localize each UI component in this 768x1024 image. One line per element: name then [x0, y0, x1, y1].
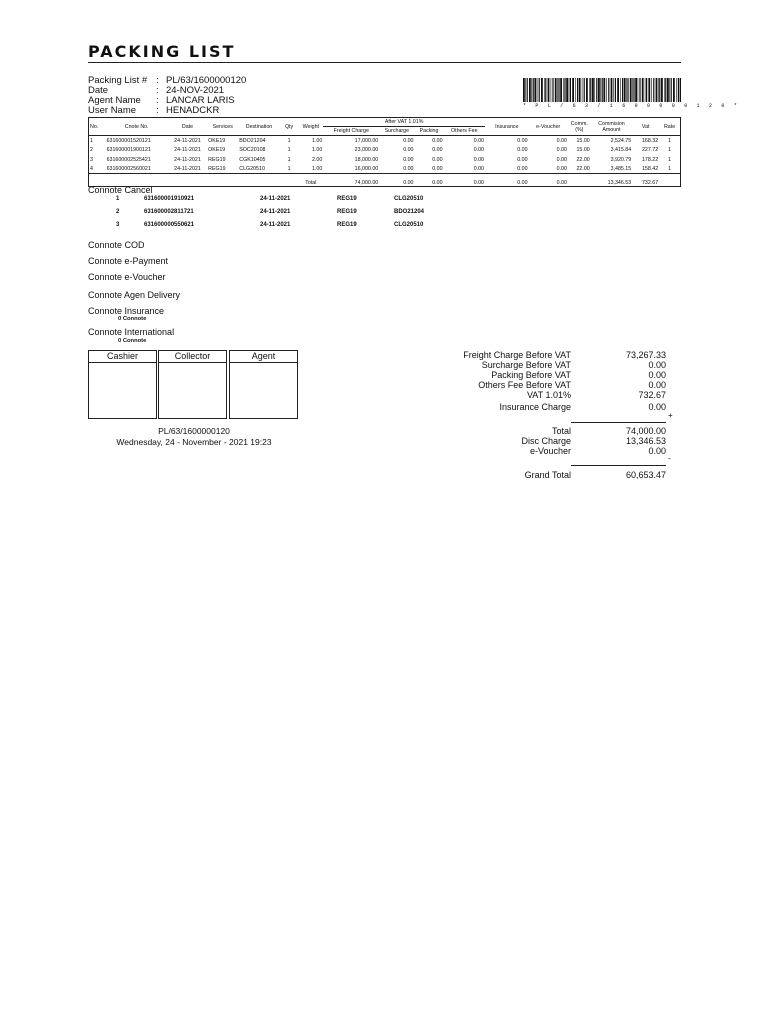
total-surcharge: 0.00	[403, 180, 414, 186]
row-surcharge: 0.00	[403, 156, 414, 163]
header-user-name	[88, 105, 219, 116]
barcode-bar	[645, 78, 646, 102]
barcode-bar	[560, 78, 562, 102]
barcode-image	[523, 78, 681, 102]
barcode-bar	[590, 78, 591, 102]
signature-label: Collector	[159, 351, 226, 363]
row-cnote: 631600002525421	[106, 156, 151, 163]
row-others: 0.00	[473, 166, 484, 173]
summary-packing	[0, 370, 768, 380]
summary-label: Freight Charge Before VAT	[463, 350, 571, 360]
barcode-bar	[661, 78, 663, 102]
row-commission-amount: 3,415.84	[610, 147, 632, 154]
row-surcharge: 0.00	[403, 166, 414, 173]
total-packing: 0.00	[432, 180, 443, 186]
row-insurance: 0.00	[517, 147, 528, 154]
barcode-bar	[545, 78, 546, 102]
header-value: LANCAR LARIS	[166, 95, 235, 106]
connote-international-label: Connote International	[88, 327, 175, 337]
summary-others	[0, 380, 768, 390]
table-row	[89, 155, 680, 165]
barcode-bar	[626, 78, 627, 102]
minus-sign: -	[668, 454, 671, 463]
row-no: 2	[90, 147, 93, 154]
barcode-bar	[592, 78, 594, 102]
header-sep: :	[156, 105, 159, 116]
signature-label: Cashier	[89, 351, 156, 363]
row-freight: 17,000.00	[354, 137, 379, 144]
row-services: OKE19	[208, 137, 226, 144]
row-rate: 1	[668, 156, 672, 163]
barcode-bar	[577, 78, 578, 102]
barcode-bar	[664, 78, 665, 102]
table-row	[89, 146, 680, 156]
row-comm: 15.00	[576, 147, 590, 154]
row-date: 24-11-2021	[174, 147, 201, 154]
barcode-bar	[617, 78, 619, 102]
cancel-no: 1	[116, 196, 120, 202]
barcode-bar	[596, 78, 597, 102]
connote-cancel-label: Connote Cancel	[88, 185, 153, 195]
barcode-bar	[582, 78, 583, 102]
row-services: REG19	[208, 166, 226, 173]
row-freight: 16,000.00	[354, 166, 379, 173]
title-divider	[88, 62, 681, 63]
summary-total	[0, 426, 768, 436]
row-weight: 1.00	[311, 166, 323, 173]
barcode-bar	[611, 78, 613, 102]
barcode-bar	[584, 78, 585, 102]
barcode-bar	[594, 78, 595, 102]
cancel-cnote: 631600002811721	[144, 209, 194, 215]
barcode-bar	[608, 78, 609, 102]
row-date: 24-11-2021	[174, 137, 201, 144]
barcode-bar	[586, 78, 588, 102]
summary-value: 0.00	[648, 446, 666, 456]
barcode-bar	[570, 78, 571, 102]
summary-value: 0.00	[648, 402, 666, 412]
summary-label: Disc Charge	[521, 436, 571, 446]
cancel-cnote: 631600001910921	[144, 196, 195, 202]
barcode-bar	[673, 78, 675, 102]
barcode-bar	[563, 78, 564, 102]
row-no: 1	[90, 137, 93, 144]
row-vat: 158.42	[641, 166, 659, 173]
barcode-bar	[624, 78, 626, 102]
row-date: 24-11-2021	[174, 166, 201, 173]
barcode-bar	[534, 78, 536, 102]
barcode-bar	[602, 78, 603, 102]
row-weight: 1.00	[311, 137, 323, 144]
row-no: 3	[90, 156, 93, 163]
col-others: Others Fee	[451, 128, 478, 134]
barcode-bar	[527, 78, 528, 102]
summary-value: 60,653.47	[625, 470, 666, 480]
summary-label: Packing Before VAT	[491, 370, 571, 380]
summary-label: Others Fee Before VAT	[478, 380, 571, 390]
summary-value: 74,000.00	[625, 426, 666, 436]
barcode-bar	[531, 78, 532, 102]
summary-value: 0.00	[648, 370, 666, 380]
connote-insurance-count: 0 Connote	[118, 316, 147, 322]
row-others: 0.00	[473, 156, 484, 163]
cancel-service: REG19	[337, 222, 357, 228]
row-vat: 178.22	[641, 156, 659, 163]
summary-surcharge	[0, 360, 768, 370]
col-weight: Weight	[302, 123, 320, 130]
row-surcharge: 0.00	[403, 147, 414, 154]
row-qty: 1	[287, 166, 291, 173]
barcode-bar	[572, 78, 574, 102]
cancel-service: REG19	[337, 196, 357, 202]
connote-cod-label: Connote COD	[88, 240, 145, 250]
cancel-cnote: 631600000550621	[144, 222, 195, 228]
summary-label: Surcharge Before VAT	[481, 360, 571, 370]
row-vat: 227.72	[641, 147, 659, 154]
barcode-bar	[558, 78, 559, 102]
connote-international-count: 0 Connote	[118, 338, 147, 344]
summary-value: 0.00	[648, 360, 666, 370]
total-evoucher: 0.00	[556, 180, 567, 186]
col-rate: Rate	[663, 123, 676, 130]
barcode-bar	[537, 78, 538, 102]
cancel-dest: CLG20510	[394, 222, 424, 228]
shipment-table	[88, 117, 681, 187]
barcode-bar	[667, 78, 669, 102]
summary-label: Insurance Charge	[499, 402, 571, 412]
col-no: No.	[90, 123, 99, 130]
row-insurance: 0.00	[517, 166, 528, 173]
col-cnote: Cnote No.	[124, 123, 149, 130]
cancel-date: 24-11-2021	[260, 209, 291, 215]
header-label: Date	[88, 85, 109, 96]
header-value: PL/63/1600000120	[166, 75, 247, 86]
header-label: User Name	[88, 105, 137, 116]
row-others: 0.00	[473, 137, 484, 144]
total-others: 0.00	[473, 180, 484, 186]
row-cnote: 631600001900121	[106, 147, 151, 154]
barcode-bar	[541, 78, 543, 102]
barcode-bar	[606, 78, 607, 102]
summary-label: VAT 1.01%	[526, 390, 571, 400]
barcode-bar	[598, 78, 600, 102]
summary-divider	[571, 465, 666, 466]
total-label: Total	[305, 180, 317, 186]
summary-divider	[571, 422, 666, 423]
barcode-bar	[525, 78, 526, 102]
cancel-date: 24-11-2021	[260, 196, 291, 202]
summary-value: 13,346.53	[625, 436, 666, 446]
header-label: Packing List #	[88, 75, 148, 86]
row-services: OKE19	[208, 147, 226, 154]
barcode-bar	[627, 78, 628, 102]
barcode-bar	[557, 78, 558, 102]
header-value: HENADCKR	[166, 105, 220, 116]
barcode-bar	[633, 78, 634, 102]
row-insurance: 0.00	[517, 137, 528, 144]
barcode-bar	[548, 78, 550, 102]
barcode-bar	[569, 78, 570, 102]
row-comm: 22.00	[576, 166, 590, 173]
row-evoucher: 0.00	[556, 166, 567, 173]
total-commission-amount: 13,346.53	[607, 180, 632, 186]
barcode-bar	[564, 78, 565, 102]
barcode-bar	[659, 78, 660, 102]
row-insurance: 0.00	[517, 156, 528, 163]
header-sep: :	[156, 95, 159, 106]
barcode-bar	[638, 78, 639, 102]
barcode-bar	[651, 78, 652, 102]
barcode-bar	[539, 78, 540, 102]
row-packing: 0.00	[432, 166, 443, 173]
connote-insurance-label: Connote Insurance	[88, 306, 165, 316]
connote-evoucher-label: Connote e-Voucher	[88, 272, 166, 282]
summary-label: Total	[551, 426, 571, 436]
header-sep: :	[156, 85, 159, 96]
col-services: Services	[212, 123, 233, 130]
barcode-bar	[653, 78, 654, 102]
row-services: REG19	[208, 156, 226, 163]
barcode-bar	[613, 78, 614, 102]
row-rate: 1	[668, 137, 672, 144]
barcode-bar	[603, 78, 605, 102]
row-packing: 0.00	[432, 147, 443, 154]
summary-grand-total	[0, 470, 768, 480]
barcode-bar	[635, 78, 637, 102]
row-weight: 1.00	[311, 147, 323, 154]
barcode-bar	[622, 78, 623, 102]
summary-vat	[0, 390, 768, 400]
row-freight: 23,000.00	[354, 147, 379, 154]
cancel-date: 24-11-2021	[260, 222, 291, 228]
barcode-bar	[566, 78, 568, 102]
total-insurance: 0.00	[517, 180, 528, 186]
barcode-bar	[551, 78, 552, 102]
barcode-bar	[552, 78, 553, 102]
barcode-bar	[648, 78, 650, 102]
row-evoucher: 0.00	[556, 137, 567, 144]
col-evoucher: e-Voucher	[536, 123, 561, 130]
barcode-bar	[632, 78, 633, 102]
col-group-after-vat: After VAT 1.01%	[323, 118, 485, 127]
barcode-bar	[642, 78, 644, 102]
header-value: 24-NOV-2021	[166, 85, 225, 96]
barcode-bar	[544, 78, 545, 102]
col-vat: Vat	[641, 123, 650, 130]
summary-insurance	[0, 402, 768, 412]
row-rate: 1	[668, 147, 672, 154]
barcode-bar	[639, 78, 640, 102]
col-commission-amount: Commision Amount	[598, 120, 625, 133]
barcode-bar	[658, 78, 659, 102]
table-row	[89, 136, 680, 146]
barcode-bar	[529, 78, 531, 102]
row-commission-amount: 3,485.15	[610, 166, 632, 173]
barcode-bar	[680, 78, 681, 102]
col-qty: Qty	[284, 123, 294, 130]
row-destination: CGK10405	[239, 156, 266, 163]
col-destination: Destination	[245, 123, 273, 130]
col-insurance: Insurance	[495, 123, 519, 130]
row-qty: 1	[287, 156, 291, 163]
footer-printed-at: Wednesday, 24 - November - 2021 19:23	[116, 437, 272, 447]
row-comm: 22.00	[576, 156, 590, 163]
row-commission-amount: 3,920.79	[610, 156, 632, 163]
row-qty: 1	[287, 137, 291, 144]
barcode-text: * P L / 6 3 / 1 6 0 0 0 0 0 1 2 0 *	[523, 103, 741, 109]
total-divider	[88, 173, 681, 174]
barcode-bar	[523, 78, 525, 102]
barcode-bar	[575, 78, 576, 102]
row-no: 4	[90, 166, 93, 173]
row-date: 24-11-2021	[174, 156, 201, 163]
cancel-dest: CLG20510	[394, 196, 424, 202]
total-freight: 74,000.00	[354, 180, 379, 186]
barcode-bar	[646, 78, 647, 102]
cancel-no: 2	[116, 209, 120, 215]
row-cnote: 631600002560021	[106, 166, 151, 173]
barcode-bar	[630, 78, 632, 102]
row-weight: 2.00	[311, 156, 323, 163]
row-evoucher: 0.00	[556, 147, 567, 154]
page-title: PACKING LIST	[88, 42, 236, 61]
summary-value: 732.67	[638, 390, 666, 400]
summary-value: 0.00	[648, 380, 666, 390]
row-qty: 1	[287, 147, 291, 154]
barcode-bar	[669, 78, 670, 102]
barcode-bar	[600, 78, 601, 102]
summary-evoucher	[0, 446, 768, 456]
row-destination: SOC20108	[239, 147, 266, 154]
summary-label: e-Voucher	[529, 446, 571, 456]
row-packing: 0.00	[432, 156, 443, 163]
row-evoucher: 0.00	[556, 156, 567, 163]
row-cnote: 631600001520121	[106, 137, 151, 144]
barcode-bar	[665, 78, 666, 102]
summary-freight	[0, 350, 768, 360]
row-others: 0.00	[473, 147, 484, 154]
header-label: Agent Name	[88, 95, 141, 106]
barcode-bar	[615, 78, 616, 102]
row-destination: CLG20510	[239, 166, 265, 173]
barcode-bar	[533, 78, 534, 102]
row-comm: 15.00	[576, 137, 590, 144]
summary-disc	[0, 436, 768, 446]
summary-label: Grand Total	[524, 470, 571, 480]
row-commission-amount: 2,524.75	[610, 137, 632, 144]
col-surcharge: Surcharge	[384, 128, 410, 134]
barcode-bar	[656, 78, 658, 102]
cancel-dest: BDO21204	[394, 209, 425, 215]
col-date: Date	[181, 123, 194, 130]
signature-label: Agent	[230, 351, 297, 363]
cancel-service: REG19	[337, 209, 357, 215]
barcode-bar	[620, 78, 621, 102]
row-freight: 18,000.00	[354, 156, 379, 163]
row-surcharge: 0.00	[403, 137, 414, 144]
barcode-bar	[555, 78, 557, 102]
barcode-bar	[678, 78, 679, 102]
row-packing: 0.00	[432, 137, 443, 144]
col-freight: Freight Charge	[333, 128, 369, 134]
footer-pl-number: PL/63/1600000120	[158, 426, 230, 436]
col-packing: Packing	[419, 128, 439, 134]
barcode-bar	[589, 78, 590, 102]
barcode-bar	[579, 78, 581, 102]
connote-epayment-label: Connote e-Payment	[88, 256, 169, 266]
row-rate: 1	[668, 166, 672, 173]
summary-value: 73,267.33	[625, 350, 666, 360]
connote-agen-delivery-label: Connote Agen Delivery	[88, 290, 181, 300]
col-comm: Comm. (%)	[570, 120, 588, 133]
row-destination: BDO21204	[239, 137, 266, 144]
barcode-bar	[676, 78, 677, 102]
header-sep: :	[156, 75, 159, 86]
cancel-no: 3	[116, 222, 120, 228]
total-vat: 732.67	[641, 180, 659, 186]
row-vat: 168.32	[641, 137, 659, 144]
barcode-bar	[671, 78, 672, 102]
plus-sign: +	[668, 411, 673, 420]
